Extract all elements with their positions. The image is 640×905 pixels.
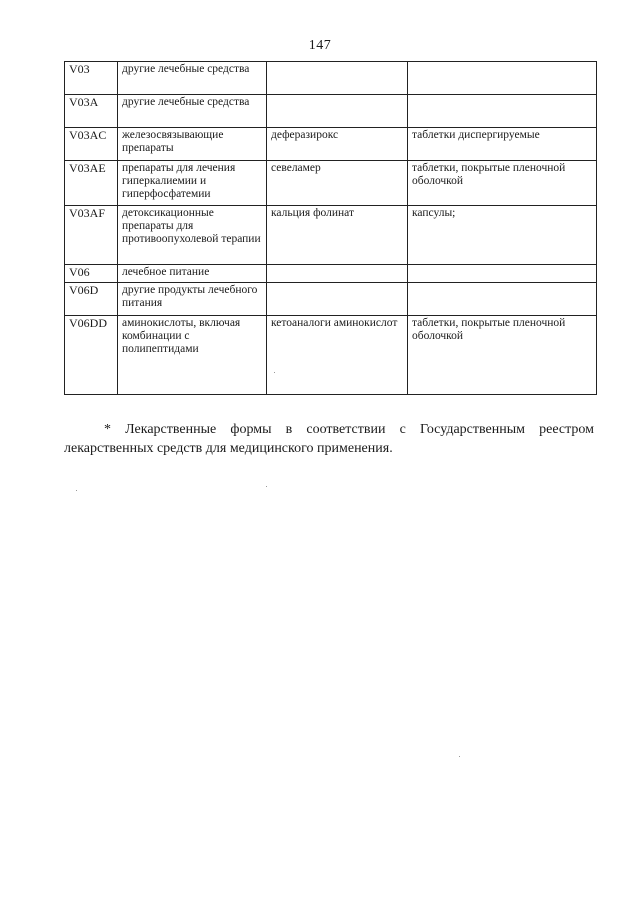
substance-cell: кетоаналоги аминокислот [267,316,408,395]
table-row [65,265,597,283]
drug-table [64,61,597,395]
substance-cell [267,62,408,95]
table-row [65,62,597,95]
dosage-form-cell: капсулы; [408,206,597,265]
footnote: * Лекарственные формы в соответствии с Государственным реестром лекарственных средств для медицинского применения. [64,422,594,456]
table-row [65,128,597,161]
substance-cell [267,283,408,316]
atc-code-cell: V03AF [65,206,118,265]
dosage-form-cell: таблетки диспергируемые [408,128,597,161]
atc-code-cell: V03A [65,95,118,128]
dosage-form-cell: таблетки, покрытые пленочной оболочкой [408,316,597,395]
group-cell: другие лечебные средства [118,95,267,128]
substance-cell: севеламер [267,161,408,206]
substance-cell [267,265,408,283]
table-row [65,161,597,206]
atc-code-cell: V06 [65,265,118,283]
table-row [65,95,597,128]
scan-speck [274,372,275,373]
group-cell: детоксикационные препараты для противоопухолевой терапии [118,206,267,265]
substance-cell: деферазирокс [267,128,408,161]
atc-code-cell: V03AE [65,161,118,206]
scan-speck [459,756,460,757]
page-number: 147 [308,38,332,53]
dosage-form-cell [408,265,597,283]
atc-code-cell: V06D [65,283,118,316]
substance-cell: кальция фолинат [267,206,408,265]
group-cell: другие лечебные средства [118,62,267,95]
group-cell: аминокислоты, включая комбинации с полипептидами [118,316,267,395]
group-cell: другие продукты лечебного питания [118,283,267,316]
dosage-form-cell: таблетки, покрытые пленочной оболочкой [408,161,597,206]
substance-cell [267,95,408,128]
table-row [65,316,597,395]
scan-speck [266,486,267,487]
group-cell: препараты для лечения гиперкалиемии и гиперфосфатемии [118,161,267,206]
table-row [65,206,597,265]
atc-code-cell: V03AC [65,128,118,161]
dosage-form-cell [408,95,597,128]
atc-code-cell: V06DD [65,316,118,395]
table-row [65,283,597,316]
dosage-form-cell [408,283,597,316]
group-cell: железосвязывающие препараты [118,128,267,161]
group-cell: лечебное питание [118,265,267,283]
atc-code-cell: V03 [65,62,118,95]
scan-speck [76,490,77,491]
dosage-form-cell [408,62,597,95]
